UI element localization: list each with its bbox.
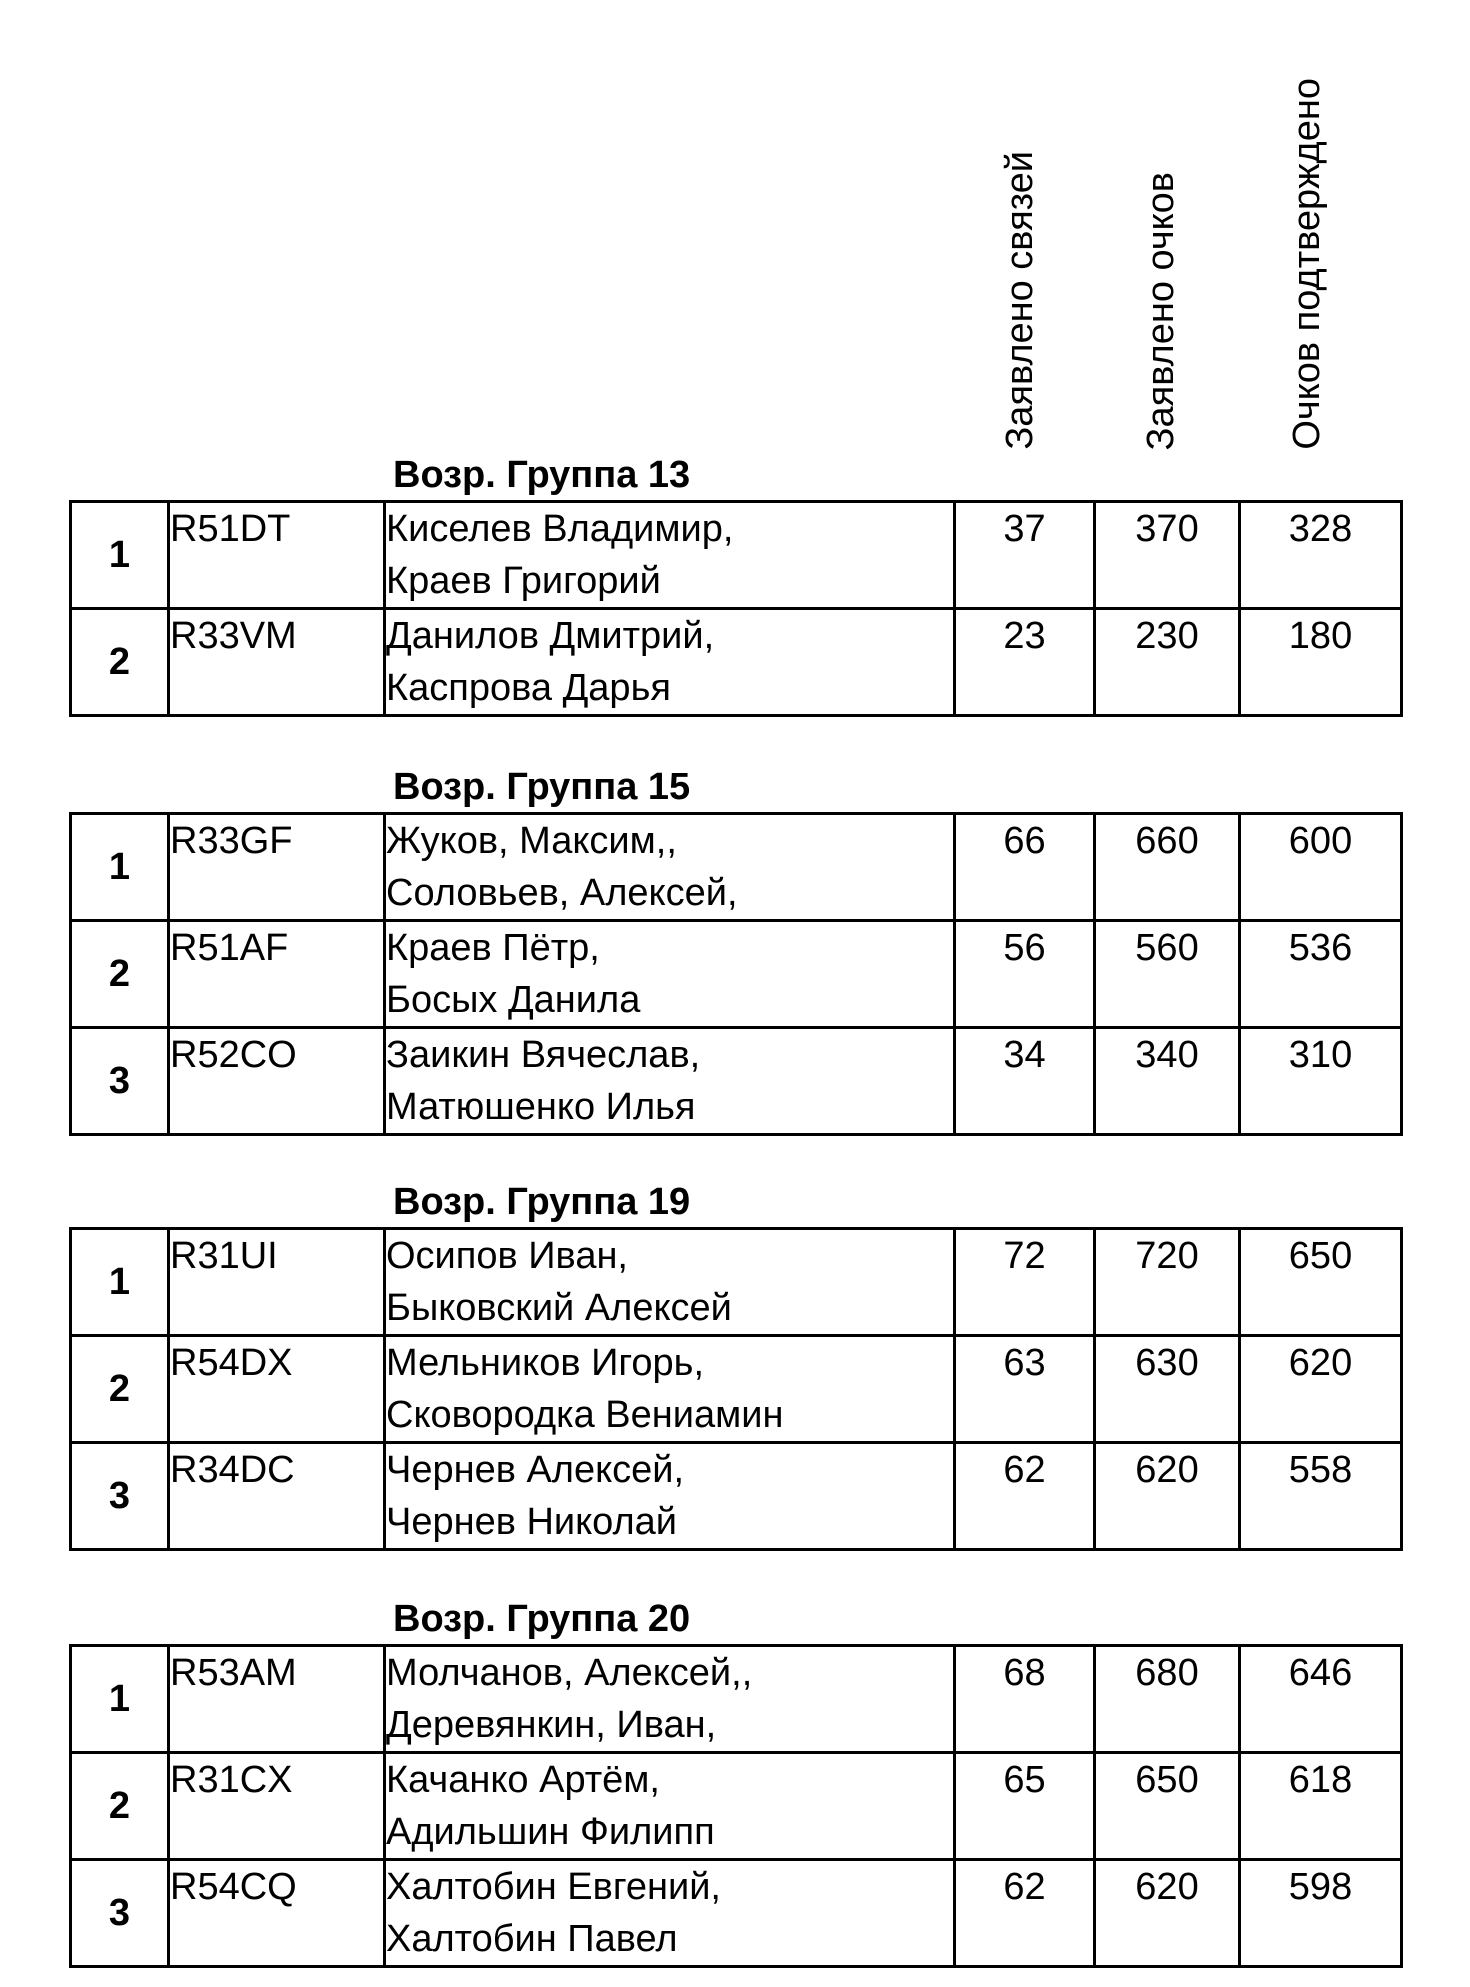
results-table — [69, 1227, 1403, 1551]
participant-name: Чернев Алексей, — [386, 1449, 685, 1491]
callsign-cell: R52CO — [169, 1028, 385, 1135]
group-title: Возр. Группа 20 — [393, 1598, 691, 1640]
callsign-cell: R33VM — [169, 609, 385, 716]
qso-claimed-cell: 63 — [955, 1336, 1095, 1443]
participant-name: Матюшенко Илья — [386, 1086, 696, 1128]
points-claimed-cell: 680 — [1095, 1646, 1240, 1753]
rank-cell: 1 — [71, 814, 169, 921]
table-row — [71, 1229, 1402, 1336]
participant-name: Киселев Владимир, — [386, 508, 734, 550]
points-confirmed-cell: 598 — [1240, 1860, 1402, 1967]
points-claimed-cell: 650 — [1095, 1753, 1240, 1860]
qso-claimed-cell: 56 — [955, 921, 1095, 1028]
points-confirmed-cell: 310 — [1240, 1028, 1402, 1135]
group-title: Возр. Группа 13 — [393, 454, 691, 496]
rank-cell: 3 — [71, 1860, 169, 1967]
results-table — [69, 812, 1403, 1136]
header-qso-claimed-label: Заявлено связей — [999, 151, 1041, 450]
participant-name: Качанко Артём, — [386, 1759, 660, 1801]
qso-claimed-cell: 68 — [955, 1646, 1095, 1753]
participant-name: Босых Данила — [386, 979, 641, 1021]
participants-cell — [385, 1229, 955, 1336]
points-claimed-cell: 620 — [1095, 1443, 1240, 1550]
points-confirmed-cell: 600 — [1240, 814, 1402, 921]
table-row — [71, 1443, 1402, 1550]
header-qso-claimed — [990, 30, 1050, 450]
table-row — [71, 502, 1402, 609]
participants-cell — [385, 1646, 955, 1753]
rank-cell: 2 — [71, 921, 169, 1028]
points-confirmed-cell: 618 — [1240, 1753, 1402, 1860]
participant-name: Чернев Николай — [386, 1501, 678, 1543]
points-confirmed-cell: 620 — [1240, 1336, 1402, 1443]
callsign-cell: R31CX — [169, 1753, 385, 1860]
points-confirmed-cell: 180 — [1240, 609, 1402, 716]
qso-claimed-cell: 62 — [955, 1443, 1095, 1550]
qso-claimed-cell: 62 — [955, 1860, 1095, 1967]
points-confirmed-cell: 650 — [1240, 1229, 1402, 1336]
group-title: Возр. Группа 15 — [393, 766, 691, 808]
points-claimed-cell: 230 — [1095, 609, 1240, 716]
participant-name: Краев Пётр, — [386, 927, 600, 969]
points-claimed-cell: 660 — [1095, 814, 1240, 921]
participant-name: Жуков, Максим,, — [386, 820, 677, 862]
table-row — [71, 1336, 1402, 1443]
participants-cell — [385, 1753, 955, 1860]
rank-cell: 1 — [71, 502, 169, 609]
points-claimed-cell: 370 — [1095, 502, 1240, 609]
participants-cell — [385, 609, 955, 716]
participants-cell — [385, 1336, 955, 1443]
participant-name: Деревянкин, Иван, — [386, 1704, 717, 1746]
participants-cell — [385, 502, 955, 609]
table-row — [71, 1753, 1402, 1860]
participant-name: Осипов Иван, — [386, 1235, 628, 1277]
participant-name: Адильшин Филипп — [386, 1811, 715, 1853]
callsign-cell: R51AF — [169, 921, 385, 1028]
points-claimed-cell: 620 — [1095, 1860, 1240, 1967]
callsign-cell: R54DX — [169, 1336, 385, 1443]
qso-claimed-cell: 72 — [955, 1229, 1095, 1336]
table-row — [71, 1028, 1402, 1135]
callsign-cell: R31UI — [169, 1229, 385, 1336]
participants-cell — [385, 1860, 955, 1967]
points-claimed-cell: 720 — [1095, 1229, 1240, 1336]
callsign-cell: R34DC — [169, 1443, 385, 1550]
qso-claimed-cell: 34 — [955, 1028, 1095, 1135]
points-claimed-cell: 560 — [1095, 921, 1240, 1028]
group-title: Возр. Группа 19 — [393, 1181, 691, 1223]
rank-cell: 2 — [71, 1753, 169, 1860]
points-claimed-cell: 340 — [1095, 1028, 1240, 1135]
qso-claimed-cell: 66 — [955, 814, 1095, 921]
rank-cell: 1 — [71, 1229, 169, 1336]
table-row — [71, 1646, 1402, 1753]
participant-name: Краев Григорий — [386, 560, 661, 602]
participant-name: Соловьев, Алексей, — [386, 872, 738, 914]
rank-cell: 3 — [71, 1443, 169, 1550]
table-row — [71, 814, 1402, 921]
qso-claimed-cell: 23 — [955, 609, 1095, 716]
points-confirmed-cell: 536 — [1240, 921, 1402, 1028]
header-points-confirmed — [1277, 30, 1337, 450]
callsign-cell: R51DT — [169, 502, 385, 609]
rank-cell: 1 — [71, 1646, 169, 1753]
qso-claimed-cell: 65 — [955, 1753, 1095, 1860]
rank-cell: 3 — [71, 1028, 169, 1135]
participant-name: Молчанов, Алексей,, — [386, 1652, 753, 1694]
participants-cell — [385, 1443, 955, 1550]
table-row — [71, 921, 1402, 1028]
results-table — [69, 500, 1403, 717]
table-row — [71, 609, 1402, 716]
participants-cell — [385, 1028, 955, 1135]
points-confirmed-cell: 328 — [1240, 502, 1402, 609]
points-confirmed-cell: 558 — [1240, 1443, 1402, 1550]
header-points-claimed-label: Заявлено очков — [1140, 171, 1182, 450]
participant-name: Быковский Алексей — [386, 1287, 732, 1329]
rank-cell: 2 — [71, 609, 169, 716]
participant-name: Сковородка Вениамин — [386, 1394, 784, 1436]
callsign-cell: R33GF — [169, 814, 385, 921]
header-points-confirmed-label: Очков подтверждено — [1286, 78, 1328, 450]
participants-cell — [385, 921, 955, 1028]
qso-claimed-cell: 37 — [955, 502, 1095, 609]
participants-cell — [385, 814, 955, 921]
points-claimed-cell: 630 — [1095, 1336, 1240, 1443]
results-table — [69, 1644, 1403, 1968]
callsign-cell: R54CQ — [169, 1860, 385, 1967]
points-confirmed-cell: 646 — [1240, 1646, 1402, 1753]
header-points-claimed — [1131, 30, 1191, 450]
callsign-cell: R53AM — [169, 1646, 385, 1753]
participant-name: Каспрова Дарья — [386, 667, 671, 709]
rank-cell: 2 — [71, 1336, 169, 1443]
participant-name: Заикин Вячеслав, — [386, 1034, 701, 1076]
participant-name: Данилов Дмитрий, — [386, 615, 715, 657]
participant-name: Халтобин Павел — [386, 1918, 678, 1960]
table-row — [71, 1860, 1402, 1967]
participant-name: Мельников Игорь, — [386, 1342, 705, 1384]
participant-name: Халтобин Евгений, — [386, 1866, 721, 1908]
